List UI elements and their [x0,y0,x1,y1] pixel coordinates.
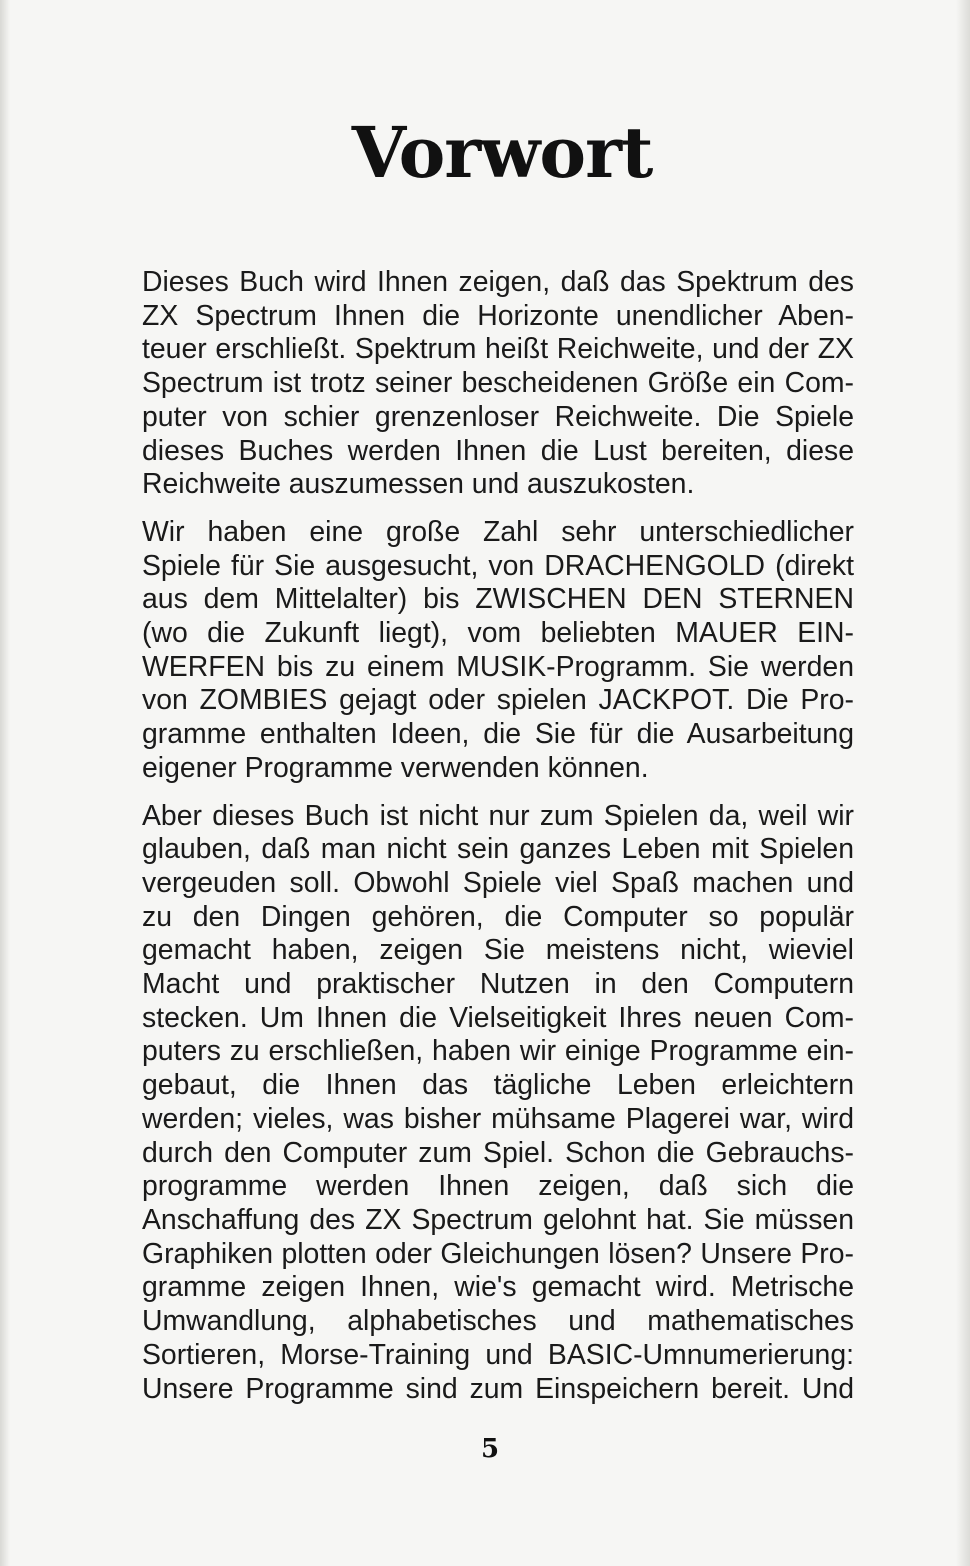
text-line: eigener Programme verwenden können. [142,751,649,784]
text-line: ZX Spectrum Ihnen die Horizonte unendlicher Aben- [142,299,854,332]
text-line: vergeuden soll. Obwohl Spiele viel Spaß machen und [142,866,854,899]
text-line: Wir haben eine große Zahl sehr unterschiedlicher [142,515,854,548]
text-line: aus dem Mittelalter) bis ZWISCHEN DEN STERNEN [142,583,854,616]
text-line: stecken. Um Ihnen die Vielseitigkeit Ihres neuen Com- [142,1001,854,1034]
page-number: 5 [480,1434,500,1464]
text-line: Unsere Programme sind zum Einspeichern bereit. Und [142,1372,854,1405]
text-line: Aber dieses Buch ist nicht nur zum Spielen da, weil wir [142,799,854,832]
text-line: (wo die Zukunft liegt), vom beliebten MAUER EIN- [142,617,854,650]
text-line: Spiele für Sie ausgesucht, von DRACHENGOLD (direkt [142,549,854,582]
text-line: Dieses Buch wird Ihnen zeigen, daß das Spektrum des [142,266,854,298]
text-line: gramme zeigen Ihnen, wie's gemacht wird. Metrische [142,1271,854,1304]
text-line: puters zu erschließen, haben wir einige Programme ein- [142,1035,854,1068]
text-line: durch den Computer zum Spiel. Schon die Gebrauchs- [142,1136,854,1169]
text-line: teuer erschließt. Spektrum heißt Reichweite, und der ZX [142,333,854,366]
text-line: Spectrum ist trotz seiner bescheidenen Größe ein Com- [142,367,854,400]
page-title: Vorwort [351,111,653,194]
text-line: Umwandlung, alphabetisches und mathematisches [142,1305,854,1338]
paragraph-2 [142,516,854,786]
text-line: Anschaffung des ZX Spectrum gelohnt hat. Sie müssen [142,1203,854,1236]
text-line: gemacht haben, zeigen Sie meistens nicht, wieviel [142,934,854,967]
page-edge-shadow-right [956,0,970,1566]
paragraph-3 [142,800,854,1407]
text-line: werden; vieles, was bisher mühsame Plagerei war, wird [142,1102,854,1135]
paragraph-1 [142,266,854,502]
text-line: programme werden Ihnen zeigen, daß sich die [142,1170,854,1203]
text-line: Graphiken plotten oder Gleichungen lösen? Unsere Pro- [142,1237,854,1270]
text-line: WERFEN bis zu einem MUSIK-Programm. Sie werden [142,650,854,683]
text-line: dieses Buches werden Ihnen die Lust bereiten, diese [142,434,854,467]
text-line: Macht und praktischer Nutzen in den Computern [142,968,854,1001]
body-text [142,266,854,1420]
page-edge-shadow-left [0,0,10,1566]
text-line: zu den Dingen gehören, die Computer so populär [142,900,854,933]
text-line: Reichweite auszumessen und auszukosten. [142,468,695,501]
text-line: gramme enthalten Ideen, die Sie für die Ausarbeitung [142,718,854,751]
text-line: gebaut, die Ihnen das tägliche Leben erleichtern [142,1069,854,1102]
text-line: glauben, daß man nicht sein ganzes Leben mit Spielen [142,833,854,866]
text-line: puter von schier grenzenloser Reichweite. Die Spiele [142,400,854,433]
text-line: von ZOMBIES gejagt oder spielen JACKPOT. Die Pro- [142,684,854,717]
text-line: Sortieren, Morse-Training und BASIC-Umnumerierung: [142,1338,854,1371]
